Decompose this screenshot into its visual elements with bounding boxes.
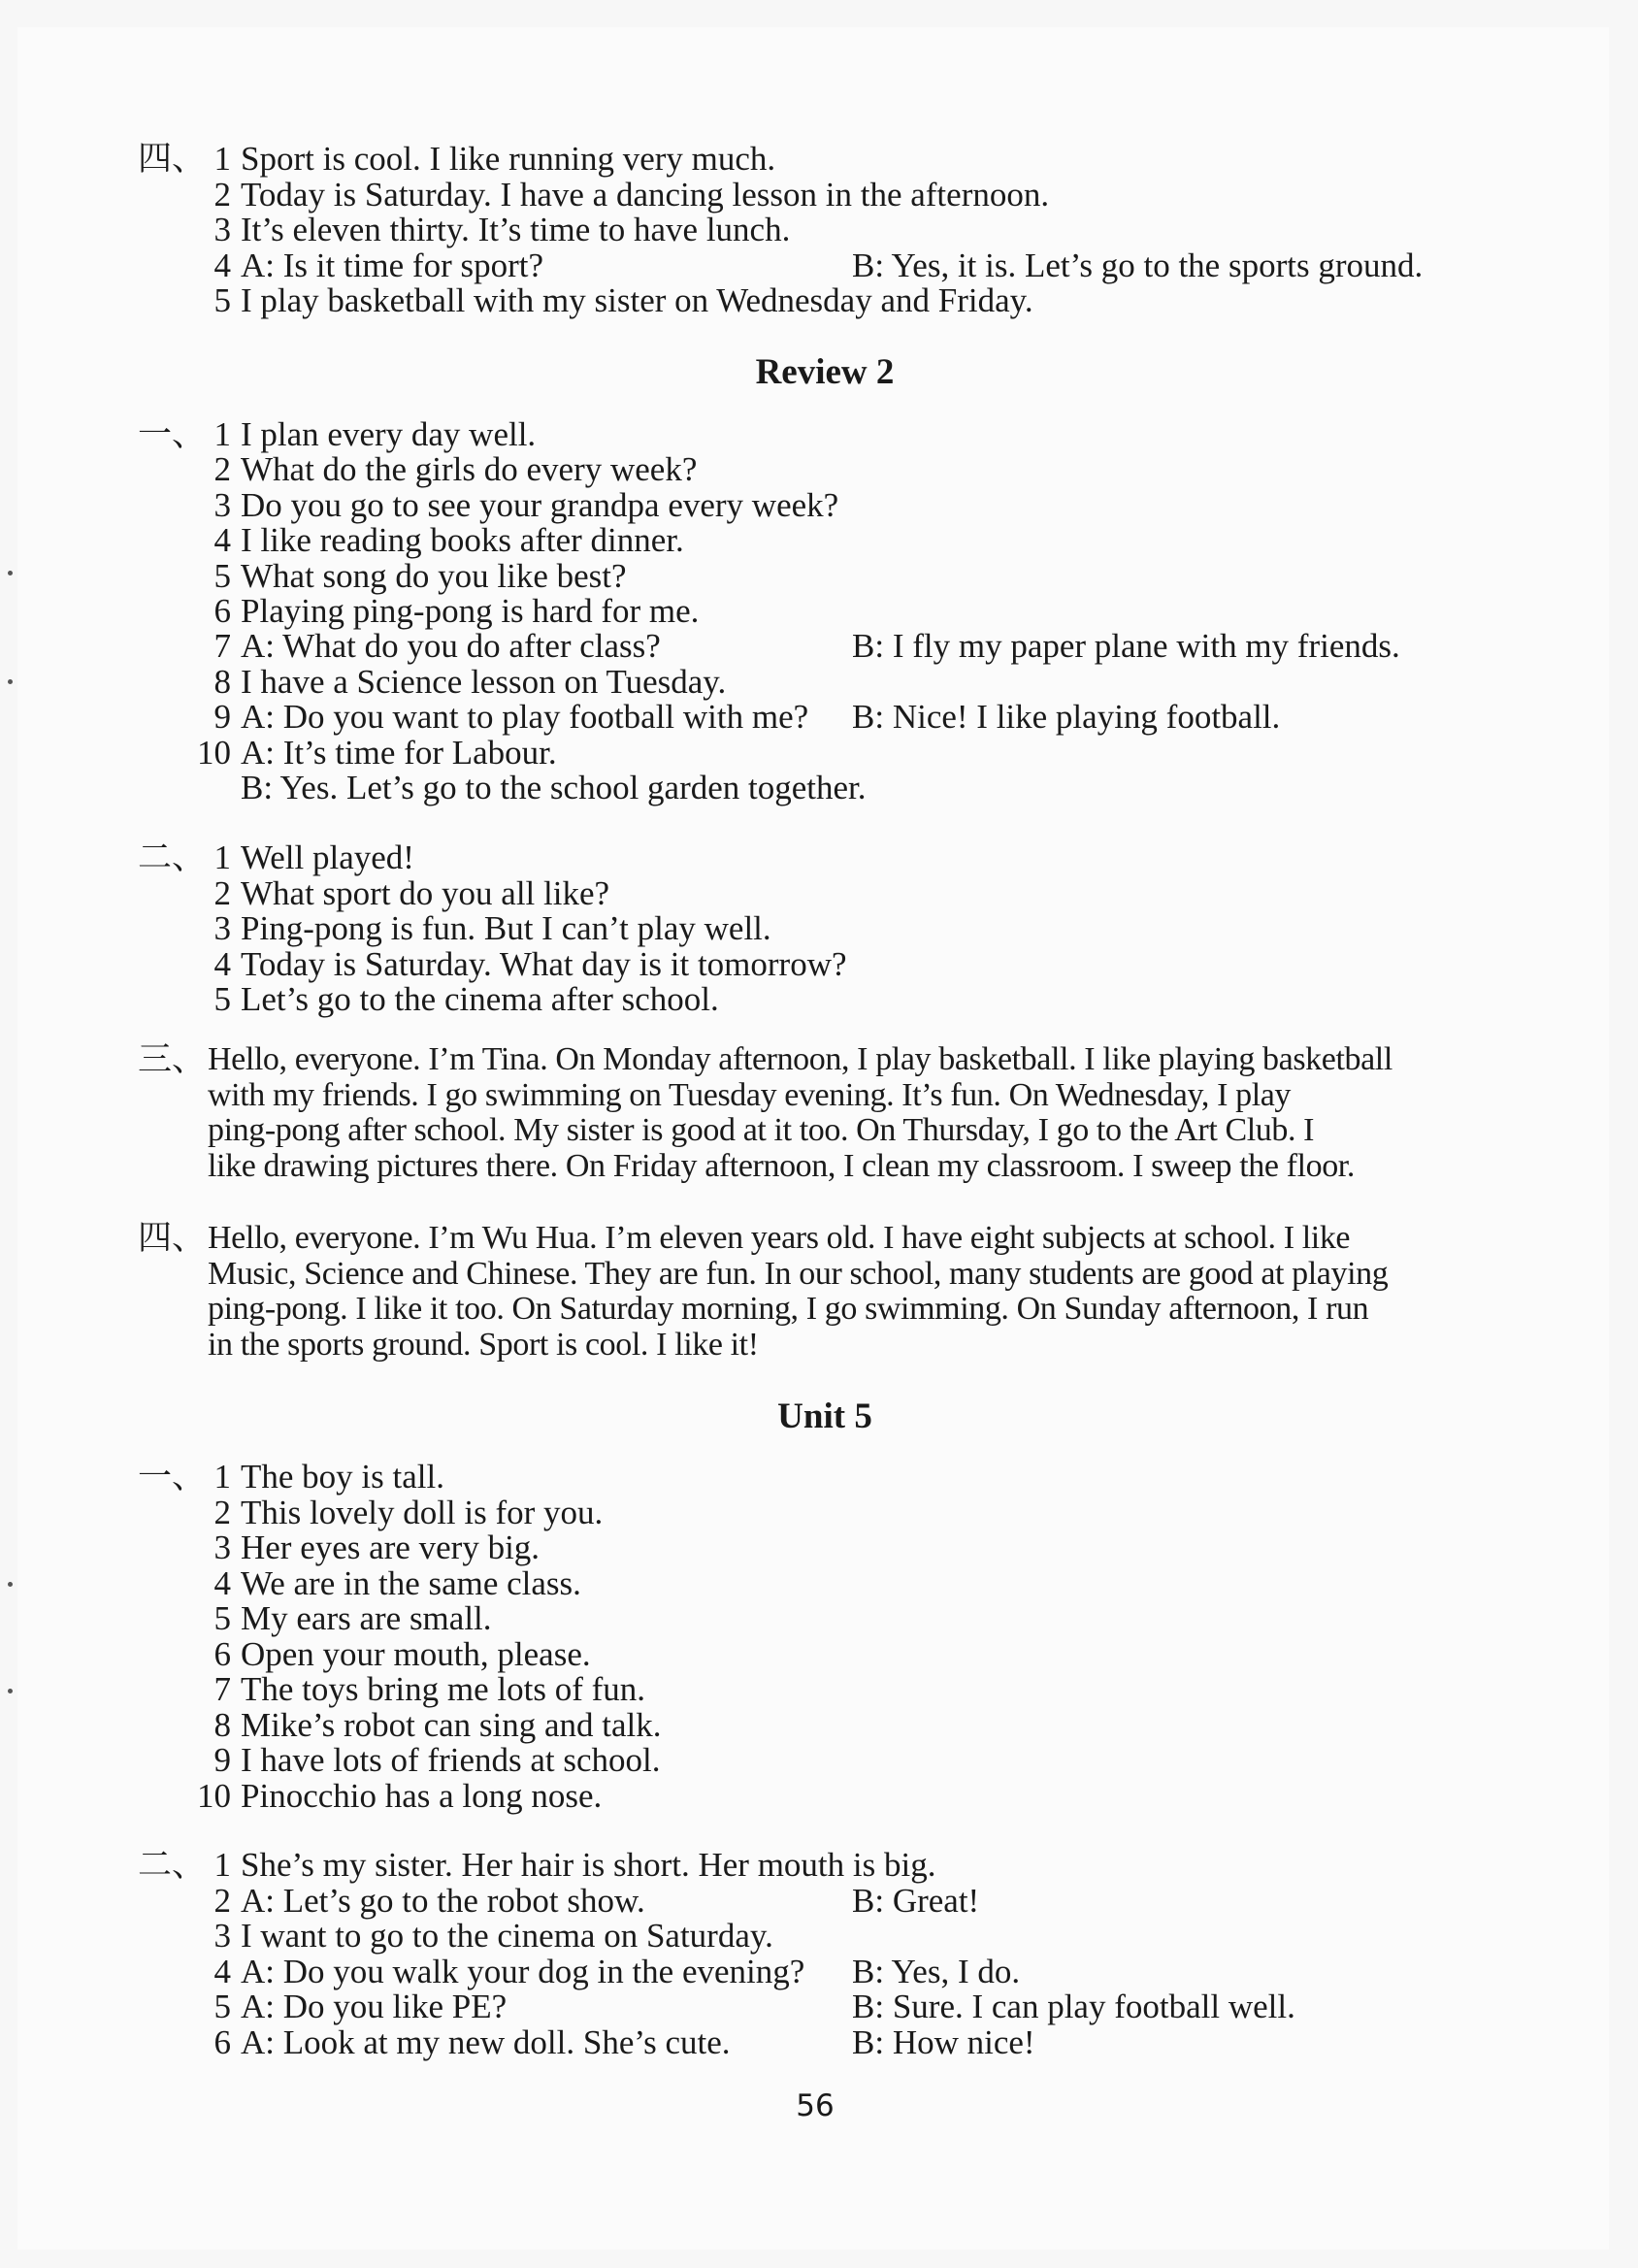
passage-line: in the sports ground. Sport is cool. I like it! [208,1326,759,1363]
item-number: 2 [213,873,231,912]
item-number: 9 [213,698,231,737]
answer-text: I have lots of friends at school. [241,1741,661,1779]
answer-reply-text: B: Yes, it is. Let’s go to the sports ground. [852,246,1424,284]
item-number: 5 [213,281,231,320]
answer-text: It’s eleven thirty. It’s time to have lunch. [241,211,791,249]
answer-reply-text: B: I fly my paper plane with my friends. [852,627,1400,666]
item-number: 3 [213,1917,231,1955]
item-number: 3 [213,909,231,947]
answer-text: Mike’s robot can sing and talk. [241,1705,662,1744]
answer-sheet [17,27,1609,2250]
answer-text: A: Do you want to play football with me? [241,698,809,737]
section-heading: Review 2 [755,352,895,392]
item-number: 1 [213,838,231,876]
answer-text: My ears are small. [241,1599,492,1637]
answer-text: The boy is tall. [241,1458,444,1496]
answer-text: Her eyes are very big. [241,1528,541,1566]
item-number: 6 [213,592,231,630]
answer-reply-text: B: How nice! [852,2022,1035,2061]
answer-text: What sport do you all like? [241,873,610,912]
answer-text: Let’s go to the cinema after school. [241,980,719,1018]
answer-text: A: Do you like PE? [241,1988,508,2025]
answer-text: We are in the same class. [241,1563,581,1602]
answer-reply-text: B: Great! [852,1881,980,1920]
margin-dot [8,1582,13,1587]
answer-text: I play basketball with my sister on Wednesday and Friday. [241,281,1033,320]
passage-line: with my friends. I go swimming on Tuesday evening. It’s fun. On Wednesday, I play [208,1076,1292,1113]
item-number: 1 [213,415,231,453]
section-marker: 一、 [138,1458,207,1496]
item-number: 3 [213,211,231,249]
item-number: 2 [213,1881,231,1920]
section-marker: 四、 [138,1219,207,1258]
answer-text: A: It’s time for Labour. [241,733,557,772]
section-marker: 一、 [138,415,207,454]
answer-text: She’s my sister. Her hair is short. Her mouth is big. [241,1846,936,1884]
item-number: 3 [213,1528,231,1566]
item-number: 4 [213,246,231,284]
item-number: 5 [213,1599,231,1637]
answer-text: Well played! [241,838,414,876]
item-number: 7 [213,627,231,666]
passage-line: ping-pong after school. My sister is good at it too. On Thursday, I go to the Art Club. I [208,1112,1315,1149]
answer-text: I like reading books after dinner. [241,521,684,560]
passage-line: Music, Science and Chinese. They are fun. In our school, many students are good at playing [208,1255,1389,1292]
answer-text: Sport is cool. I like running very much. [241,140,776,178]
answer-text: Ping-pong is fun. But I can’t play well. [241,909,771,947]
section-marker: 四、 [138,140,207,179]
item-number: 6 [213,1634,231,1673]
item-number: 9 [213,1741,231,1779]
passage-line: ping-pong. I like it too. On Saturday morning, I go swimming. On Sunday afternoon, I run [208,1291,1369,1328]
item-number: 1 [213,1846,231,1884]
item-number: 4 [213,944,231,983]
item-number: 4 [213,1563,231,1602]
item-number: 5 [213,980,231,1018]
answer-text: A: Let’s go to the robot show. [241,1881,645,1920]
item-number: 10 [197,1776,231,1815]
answer-text: I plan every day well. [241,415,537,453]
item-number: 2 [213,450,231,489]
margin-dot [8,679,13,684]
section-heading: Unit 5 [777,1397,872,1436]
answer-text: B: Yes. Let’s go to the school garden together. [241,769,867,806]
answer-text: What song do you like best? [241,556,627,595]
passage-line: Hello, everyone. I’m Tina. On Monday afternoon, I play basketball. I like playing basketball [208,1041,1392,1077]
passage-line: like drawing pictures there. On Friday afternoon, I clean my classroom. I sweep the floor. [208,1147,1355,1184]
answer-text: Do you go to see your grandpa every week? [241,485,839,524]
item-number: 10 [197,733,231,772]
answer-text: What do the girls do every week? [241,450,698,489]
answer-text: A: What do you do after class? [241,627,661,666]
item-number: 7 [213,1670,231,1708]
item-number: 1 [213,140,231,178]
passage-line: Hello, everyone. I’m Wu Hua. I’m eleven years old. I have eight subjects at school. I like [208,1220,1351,1256]
section-marker: 二、 [138,838,207,877]
answer-text: This lovely doll is for you. [241,1493,604,1531]
answer-text: Playing ping-pong is hard for me. [241,592,700,630]
item-number: 4 [213,1952,231,1990]
section-marker: 三、 [138,1040,207,1079]
item-number: 2 [213,175,231,214]
answer-text: I have a Science lesson on Tuesday. [241,662,727,701]
section-marker: 二、 [138,1846,207,1885]
item-number: 1 [213,1458,231,1496]
margin-dot [8,1689,13,1693]
item-number: 3 [213,485,231,524]
answer-text: The toys bring me lots of fun. [241,1670,646,1708]
item-number: 8 [213,662,231,701]
answer-text: Pinocchio has a long nose. [241,1776,603,1815]
answer-text: Today is Saturday. What day is it tomorrow? [241,944,847,983]
answer-text: A: Look at my new doll. She’s cute. [241,2022,731,2061]
item-number: 8 [213,1705,231,1744]
answer-reply-text: B: Sure. I can play football well. [852,1988,1295,2025]
answer-text: I want to go to the cinema on Saturday. [241,1917,773,1955]
item-number: 2 [213,1493,231,1531]
item-number: 5 [213,556,231,595]
page-number: 56 [796,2088,835,2123]
item-number: 6 [213,2022,231,2061]
margin-dot [8,571,13,575]
answer-text: Open your mouth, please. [241,1634,591,1673]
item-number: 5 [213,1988,231,2025]
item-number: 4 [213,521,231,560]
answer-text: Today is Saturday. I have a dancing lesson in the afternoon. [241,175,1050,214]
answer-text: A: Is it time for sport? [241,246,544,284]
answer-reply-text: B: Nice! I like playing football. [852,698,1281,737]
answer-text: A: Do you walk your dog in the evening? [241,1952,805,1990]
answer-reply-text: B: Yes, I do. [852,1952,1021,1990]
